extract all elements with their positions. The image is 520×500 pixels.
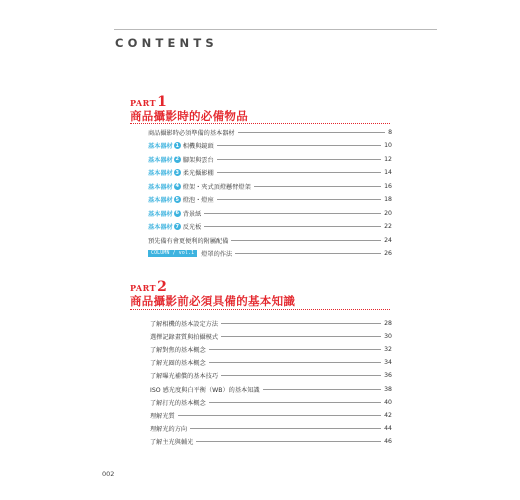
toc-entry-title: 燈罩的作法 [201, 251, 233, 258]
toc-entry[interactable] [150, 370, 392, 382]
toc-entry-title: 商品攝影時必須準備的基本器材 [148, 129, 235, 137]
toc-entry-title: 腳架與雲台 [182, 156, 214, 164]
leader-line [263, 389, 382, 390]
leader-line [178, 415, 381, 416]
leader-line [221, 375, 381, 376]
toc-entry-title: 燈架・夾式頂燈懸臂燈架 [182, 183, 251, 191]
toc-entry-page: 46 [384, 438, 392, 446]
toc-entry-page: 28 [384, 319, 392, 327]
equipment-tag: 基本器材 [148, 170, 173, 177]
equipment-tag: 基本器材 [148, 224, 173, 231]
toc-entry-title: 背景紙 [182, 210, 202, 218]
part-1-underline [130, 123, 390, 124]
toc-entry-page: 44 [384, 425, 392, 433]
toc-entry[interactable] [148, 194, 392, 206]
toc-entry-title: 反光板 [182, 224, 202, 231]
toc-entry-title: 了解主光與輔光 [150, 439, 194, 447]
toc-entry[interactable] [148, 221, 392, 233]
equipment-tag: 基本器材 [148, 197, 173, 204]
toc-entry[interactable] [150, 343, 392, 355]
toc-entry-title: 相機與鏡頭 [182, 143, 214, 150]
circled-number-icon: 4 [175, 183, 179, 189]
toc-entry-title: 燈泡・燈座 [182, 197, 214, 204]
circled-number-icon: 5 [175, 196, 179, 203]
leader-line [231, 240, 381, 241]
toc-entry-page: 16 [384, 182, 392, 190]
part-word: PART [130, 98, 157, 108]
equipment-tag: 基本器材 [148, 143, 173, 150]
leader-line [204, 213, 381, 214]
leader-line [190, 428, 381, 429]
toc-entry[interactable] [150, 317, 392, 329]
leader-line [235, 253, 381, 254]
toc-entry[interactable] [150, 357, 392, 369]
toc-entry-page: 32 [384, 345, 392, 353]
equipment-tag: 基本器材 [148, 156, 173, 164]
toc-entry[interactable] [150, 436, 392, 448]
leader-line [217, 159, 381, 160]
toc-entry-page: 40 [384, 398, 392, 406]
leader-line [217, 172, 381, 173]
part-number: 1 [157, 94, 167, 110]
toc-entry[interactable] [148, 248, 392, 260]
toc-entry[interactable] [148, 180, 392, 192]
leader-line [204, 226, 381, 227]
toc-entry-page: 10 [384, 142, 392, 149]
toc-entry-title: 理解光質 [150, 412, 175, 420]
toc-entry-page: 20 [384, 209, 392, 217]
equipment-tag: 基本器材 [148, 183, 173, 191]
part-1-title: 商品攝影時的必備物品 [130, 109, 248, 123]
leader-line [221, 323, 381, 324]
toc-entry-page: 42 [384, 411, 392, 419]
page-folio: 002 [102, 470, 115, 478]
toc-entry-title: 了解相機的基本設定方法 [150, 320, 219, 328]
part-number: 2 [157, 279, 167, 295]
equipment-tag: 基本器材 [148, 210, 173, 218]
leader-line [209, 402, 381, 403]
leader-line [217, 145, 381, 146]
toc-entry-title: 了解光圈的基本概念 [150, 360, 206, 368]
toc-entry[interactable] [150, 423, 392, 435]
part-2-title: 商品攝影前必須具備的基本知識 [130, 294, 296, 308]
leader-line [209, 362, 381, 363]
toc-entry[interactable] [150, 409, 392, 421]
toc-entry-page: 34 [384, 359, 392, 367]
toc-entry[interactable] [148, 140, 392, 152]
toc-entry-page: 26 [384, 250, 392, 257]
toc-entry[interactable] [150, 383, 392, 395]
leader-line [217, 199, 381, 200]
leader-line [221, 336, 381, 337]
contents-heading: CONTENTS [115, 36, 218, 50]
toc-entry-title: 預先備有會更便利的附屬配備 [148, 237, 229, 245]
toc-entry-title: 選擇記錄畫質與拍攝模式 [150, 333, 219, 341]
circled-number-icon: 6 [175, 210, 179, 216]
toc-entry-title: 了解打光的基本概念 [150, 399, 206, 407]
leader-line [254, 186, 381, 187]
toc-entry[interactable] [148, 234, 392, 246]
circled-number-icon: 2 [175, 156, 179, 162]
toc-entry-page: 18 [384, 196, 392, 203]
toc-entry-page: 38 [384, 385, 392, 393]
toc-entry-title: ISO 感光度與白平衡（WB）的基本知識 [150, 386, 260, 394]
part-word: PART [130, 283, 157, 293]
toc-entry[interactable] [150, 330, 392, 342]
circled-number-icon: 7 [175, 223, 179, 230]
toc-entry-page: 22 [384, 223, 392, 230]
toc-entry-page: 36 [384, 372, 392, 380]
toc-entry[interactable] [148, 207, 392, 219]
toc-entry[interactable] [148, 167, 392, 179]
toc-entry-title: 了解對焦的基本概念 [150, 346, 206, 354]
top-rule [114, 29, 437, 30]
toc-entry-title: 理解光的方向 [150, 426, 188, 434]
leader-line [196, 441, 381, 442]
leader-line [238, 132, 385, 133]
toc-entry-page: 30 [384, 332, 392, 340]
toc-entry-page: 12 [384, 155, 392, 163]
toc-entry-title: 柔光攝影棚 [182, 170, 214, 177]
toc-entry-page: 24 [384, 236, 392, 244]
toc-entry[interactable] [148, 153, 392, 165]
toc-entry[interactable] [150, 396, 392, 408]
circled-number-icon: 3 [175, 169, 179, 176]
leader-line [209, 349, 381, 350]
part-2-underline [130, 309, 390, 310]
toc-entry[interactable] [148, 126, 392, 138]
toc-entry-page: 8 [388, 128, 392, 136]
toc-entry-page: 14 [384, 169, 392, 176]
column-badge: COLUMN / vol.1 [148, 250, 197, 257]
toc-entry-title: 了解曝光補償的基本技巧 [150, 373, 219, 381]
circled-number-icon: 1 [175, 142, 179, 149]
